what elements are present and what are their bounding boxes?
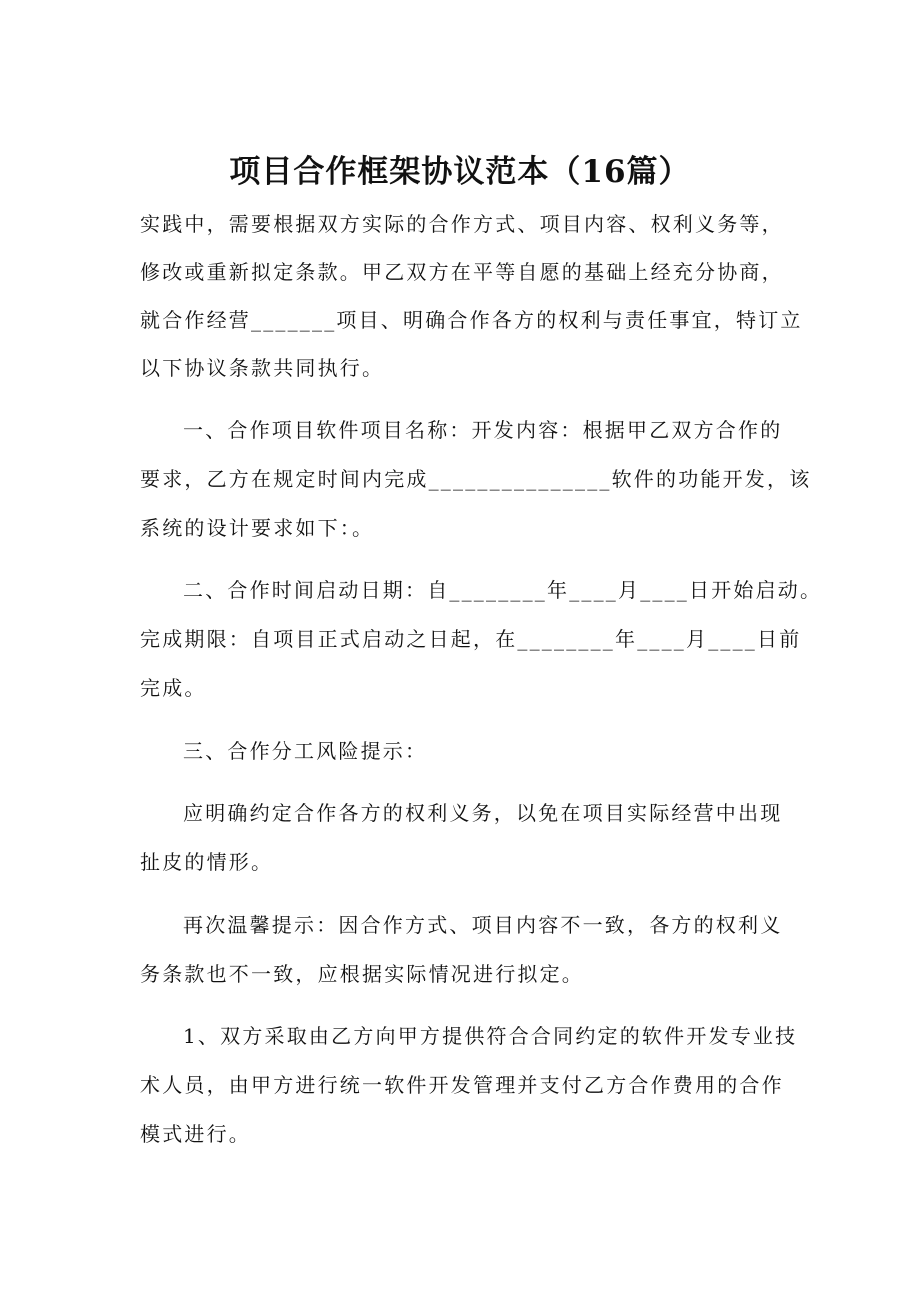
body-line-intro-3: 就合作经营_______项目、明确合作各方的权利与责任事宜，特订立 bbox=[140, 308, 803, 332]
reminder-line-1: 再次温馨提示：因合作方式、项目内容不一致，各方的权利义 bbox=[183, 913, 783, 937]
reminder-line-2: 务条款也不一致，应根据实际情况进行拟定。 bbox=[140, 962, 584, 986]
body-line-intro-4: 以下协议条款共同执行。 bbox=[140, 356, 385, 380]
section-1-line-1: 一、合作项目软件项目名称：开发内容：根据甲乙双方合作的 bbox=[183, 418, 783, 442]
clause-1-line-1: 1、双方采取由乙方向甲方提供符合合同约定的软件开发专业技 bbox=[183, 1024, 798, 1048]
body-line-intro-2: 修改或重新拟定条款。甲乙双方在平等自愿的基础上经充分协商， bbox=[140, 260, 784, 284]
section-2-line-3: 完成。 bbox=[140, 676, 207, 700]
risk-note-line-1: 应明确约定合作各方的权利义务，以免在项目实际经营中出现 bbox=[183, 801, 783, 825]
document-title: 项目合作框架协议范本（16篇） bbox=[229, 154, 691, 190]
clause-1-line-2: 术人员，由甲方进行统一软件开发管理并支付乙方合作费用的合作 bbox=[140, 1073, 784, 1097]
section-2-line-2: 完成期限：自项目正式启动之日起，在________年____月____日前 bbox=[140, 627, 802, 651]
section-1-line-3: 系统的设计要求如下：。 bbox=[140, 516, 375, 540]
section-3-heading: 三、合作分工风险提示： bbox=[183, 739, 428, 763]
section-2-line-1: 二、合作时间启动日期：自________年____月____日开始启动。 bbox=[183, 578, 823, 602]
section-1-line-2: 要求，乙方在规定时间内完成_______________软件的功能开发，该 bbox=[140, 467, 812, 491]
body-line-intro-1: 实践中，需要根据双方实际的合作方式、项目内容、权利义务等， bbox=[140, 212, 784, 236]
clause-1-line-3: 模式进行。 bbox=[140, 1122, 251, 1146]
risk-note-line-2: 扯皮的情形。 bbox=[140, 850, 274, 874]
